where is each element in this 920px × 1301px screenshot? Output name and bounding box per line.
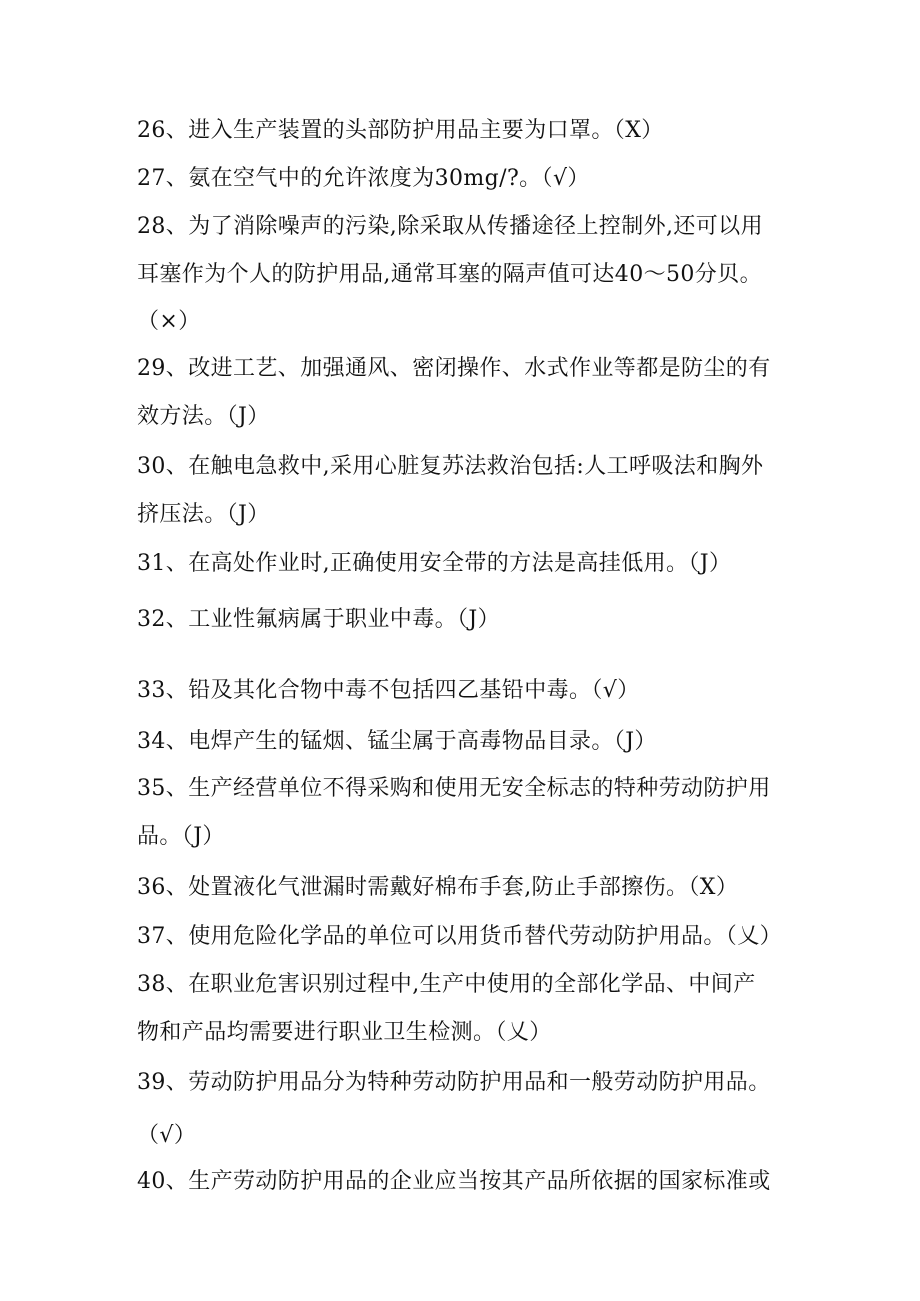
text-line-q30-cont: 挤压法。（J） — [137, 502, 270, 527]
text-line-q29-cont: 效方法。（J） — [137, 404, 270, 429]
text-line-q28-answer: （×） — [137, 309, 201, 334]
text-line-q26: 26、进入生产装置的头部防护用品主要为口罩。（X） — [137, 118, 664, 143]
text-line-q37: 37、使用危险化学品的单位可以用货币替代劳动防护用品。（乂） — [137, 924, 782, 949]
text-line-q29: 29、改进工艺、加强通风、密闭操作、水式作业等都是防尘的有 — [137, 356, 771, 381]
text-line-q31: 31、在高处作业时,正确使用安全带的方法是高挂低用。（J） — [137, 551, 732, 576]
text-line-q35: 35、生产经营单位不得采购和使用无安全标志的特种劳动防护用 — [137, 776, 771, 801]
text-line-q39: 39、劳动防护用品分为特种劳动防护用品和一般劳动防护用品。 — [137, 1070, 771, 1095]
text-line-q34: 34、电焊产生的锰烟、锰尘属于高毒物品目录。（J） — [137, 729, 657, 754]
text-line-q38-cont: 物和产品均需要进行职业卫生检测。（乂） — [137, 1020, 552, 1045]
text-line-q39-answer: （√） — [137, 1123, 197, 1148]
text-line-q33: 33、铅及其化合物中毒不包括四乙基铅中毒。（√） — [137, 678, 640, 703]
text-line-q30: 30、在触电急救中,采用心脏复苏法救治包括:人工呼吸法和胸外 — [137, 454, 764, 479]
text-line-q28-cont: 耳塞作为个人的防护用品,通常耳塞的隔声值可达40～50分贝。 — [137, 262, 762, 287]
text-line-q35-cont: 品。（J） — [137, 824, 225, 849]
text-line-q40: 40、生产劳动防护用品的企业应当按其产品所依据的国家标准或 — [137, 1169, 771, 1194]
text-line-q28: 28、为了消除噪声的污染,除采取从传播途径上控制外,还可以用 — [137, 214, 763, 239]
text-line-q27: 27、氨在空气中的允许浓度为30mg/?。（√） — [137, 166, 590, 191]
text-line-q32: 32、工业性氟病属于职业中毒。（J） — [137, 607, 501, 632]
text-line-q36: 36、处置液化气泄漏时需戴好棉布手套,防止手部擦伤。（X） — [137, 875, 739, 900]
text-line-q38: 38、在职业危害识别过程中,生产中使用的全部化学品、中间产 — [137, 972, 756, 997]
